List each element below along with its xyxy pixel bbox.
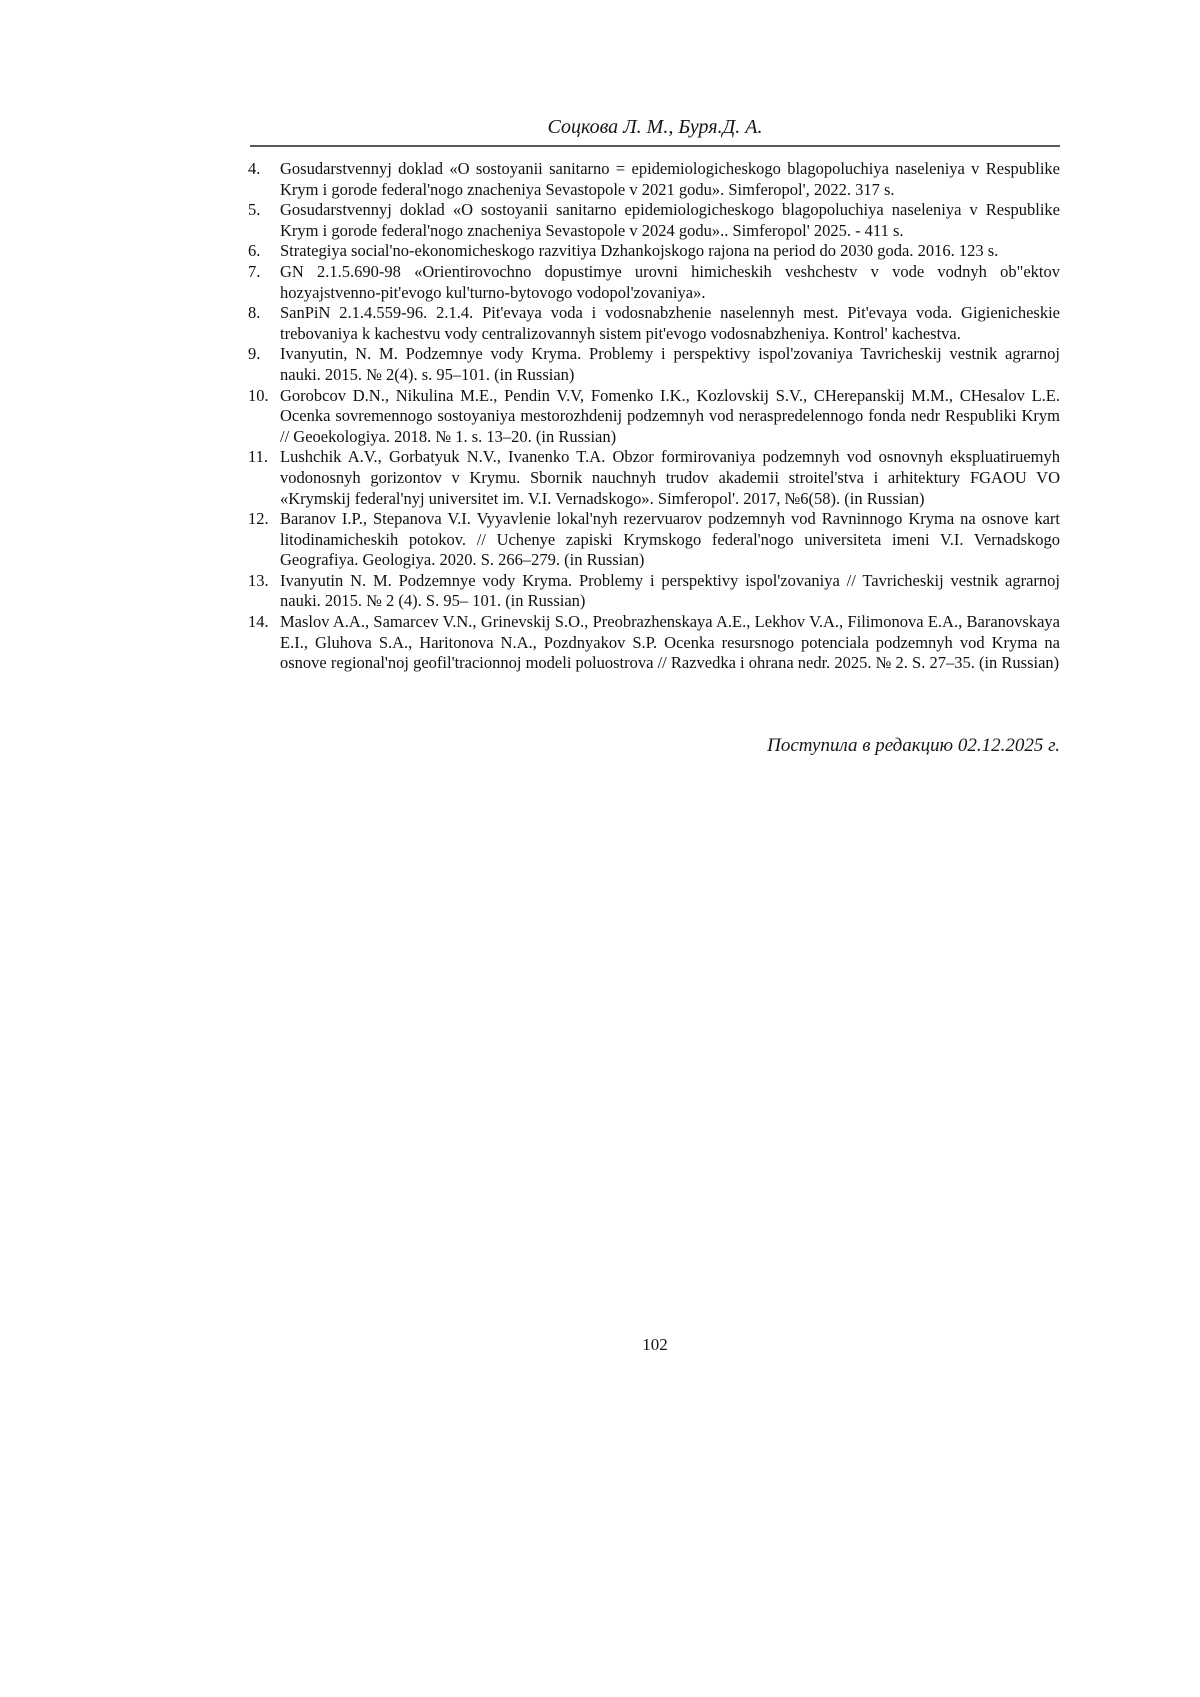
- reference-number: 14.: [248, 612, 269, 632]
- reference-item: [250, 303, 1060, 344]
- references-list: [250, 159, 1060, 674]
- reference-text: Maslov A.A., Samarcev V.N., Grinevskij S.O., Preobrazhenskaya A.E., Lekhov V.A., Filimonova E.A., Baranovskaya E.I., Gluhova S.A., Haritonova N.A., Pozdnyakov S.P. Ocenka resursnogo potenciala podzemnyh vod Kryma na osnove regional'noj geofil'tracionnoj modeli poluostrova // Razvedka i ohrana nedr. 2025. № 2. S. 27–35. (in Russian): [280, 612, 1060, 673]
- reference-number: 10.: [248, 385, 269, 405]
- reference-item: [250, 509, 1060, 571]
- reference-number: 12.: [248, 509, 269, 529]
- reference-text: Gorobcov D.N., Nikulina M.E., Pendin V.V, Fomenko I.K., Kozlovskij S.V., CHerepanskij M.M., CHesalov L.E. Ocenka sovremennogo sostoyaniya mestorozhdenij podzemnyh vod neraspredelennogo fonda nedr Respubliki Krym // Geoekologiya. 2018. № 1. s. 13–20. (in Russian): [280, 385, 1060, 446]
- reference-number: 7.: [248, 261, 261, 281]
- reference-text: Lushchik A.V., Gorbatyuk N.V., Ivanenko T.A. Obzor formirovaniya podzemnyh vod osnovnyh ekspluatiruemyh vodonosnyh gorizontov v Krymu. Sbornik nauchnyh trudov akademii stroitel'stva i arhitektury FGAOU VO «Krymskij federal'nyj universitet im. V.I. Vernadskogo». Simferopol'. 2017, №6(58). (in Russian): [280, 447, 1060, 508]
- reference-number: 6.: [248, 241, 261, 261]
- reference-item: [250, 200, 1060, 241]
- reference-text: Ivanyutin N. M. Podzemnye vody Kryma. Problemy i perspektivy ispol'zovaniya // Tavricheskij vestnik agrarnoj nauki. 2015. № 2 (4). S. 95– 101. (in Russian): [280, 570, 1060, 611]
- received-note: Поступила в редакцию 02.12.2025 г.: [767, 734, 1060, 756]
- reference-text: Baranov I.P., Stepanova V.I. Vyyavlenie lokal'nyh rezervuarov podzemnyh vod Ravninnogo Kryma na osnove kart litodinamicheskih potokov. // Uchenye zapiski Krymskogo federal'nogo universiteta imeni V.I. Vernadskogo Geografiya. Geologiya. 2020. S. 266–279. (in Russian): [280, 509, 1060, 570]
- page-content: [250, 0, 1060, 758]
- reference-number: 5.: [248, 200, 261, 220]
- reference-number: 8.: [248, 303, 261, 323]
- page-number: 102: [642, 1335, 668, 1354]
- reference-text: Strategiya social'no-ekonomicheskogo razvitiya Dzhankojskogo rajona na period do 2030 goda. 2016. 123 s.: [280, 241, 999, 261]
- reference-item: [250, 612, 1060, 674]
- reference-number: 4.: [248, 159, 261, 178]
- reference-number: 9.: [248, 344, 261, 364]
- reference-text: Gosudarstvennyj doklad «O sostoyanii sanitarno epidemiologicheskogo blagopoluchiya naseleniya v Respublike Krym i gorode federal'nogo znacheniya Sevastopole v 2024 godu».. Simferopol' 2025. - 411 s.: [280, 200, 1060, 240]
- reference-text: Gosudarstvennyj doklad «O sostoyanii sanitarno = epidemiologicheskogo blagopoluchiya naseleniya v Respublike Krym i gorode federal'nogo znacheniya Sevastopole v 2021 godu». Simferopol', 2022. 317 s.: [280, 159, 1060, 199]
- reference-item: [250, 159, 1060, 200]
- reference-text: GN 2.1.5.690-98 «Orientirovochno dopustimye urovni himicheskih veshchestv v vode vodnyh ob"ektov hozyajstvenno-pit'evogo kul'turno-bytovogo vodopol'zovaniya».: [280, 261, 1060, 302]
- reference-text: Ivanyutin, N. M. Podzemnye vody Kryma. Problemy i perspektivy ispol'zovaniya Tavricheskij vestnik agrarnoj nauki. 2015. № 2(4). s. 95–101. (in Russian): [280, 344, 1060, 384]
- reference-number: 13.: [248, 570, 269, 590]
- reference-text: SanPiN 2.1.4.559-96. 2.1.4. Pit'evaya voda i vodosnabzhenie naselennyh mest. Pit'evaya voda. Gigienicheskie trebovaniya k kachestvu vody centralizovannyh sistem pit'evogo vodosnabzheniya. Kontrol' kachestva.: [280, 303, 1060, 343]
- reference-item: [250, 241, 1060, 262]
- reference-item: [250, 262, 1060, 303]
- reference-item: [250, 571, 1060, 612]
- reference-item: [250, 386, 1060, 448]
- reference-item: [250, 344, 1060, 385]
- reference-item: [250, 447, 1060, 509]
- reference-number: 11.: [248, 447, 269, 467]
- header-rule: [250, 145, 1060, 147]
- running-header-author: Соцкова Л. М., Буря.Д. А.: [547, 116, 763, 138]
